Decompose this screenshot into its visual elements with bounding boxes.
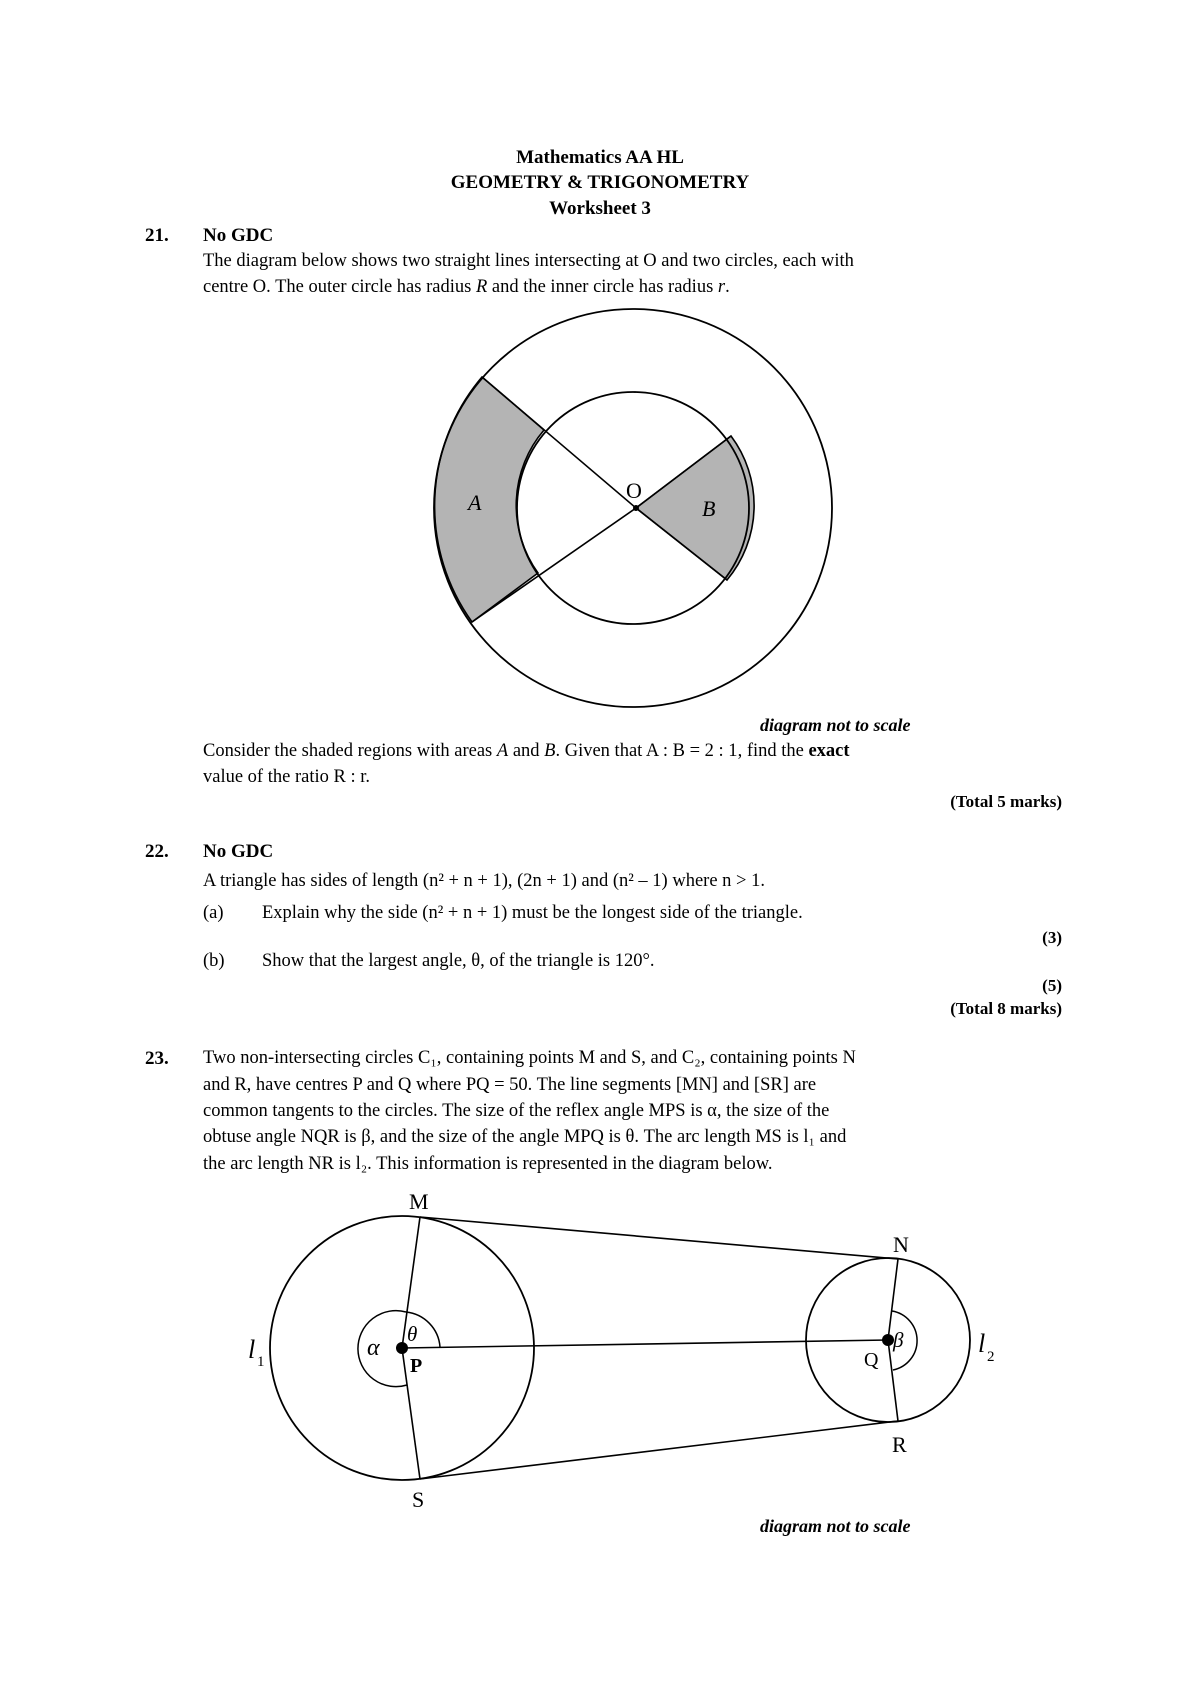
- q21-total-marks: (Total 5 marks): [950, 792, 1062, 811]
- q22-part-b-label: (b): [203, 951, 225, 971]
- label-a: A: [468, 490, 482, 515]
- tangent-mn: [420, 1217, 898, 1259]
- label-b: B: [702, 496, 716, 521]
- q23-line3: common tangents to the circles. The size of the reflex angle MPS is α, the size of the: [203, 1101, 830, 1121]
- label-theta: θ: [407, 1322, 418, 1346]
- q23-number: 23.: [145, 1048, 169, 1069]
- q23-not-to-scale: diagram not to scale: [760, 1516, 911, 1536]
- q21-question-line1: Consider the shaded regions with areas A and B. Given that A : B = 2 : 1, find the exact: [203, 741, 850, 761]
- label-beta: β: [893, 1328, 904, 1352]
- q21-number: 21.: [145, 225, 169, 246]
- q21-heading: No GDC: [203, 225, 274, 246]
- q22-part-a-label: (a): [203, 903, 224, 923]
- label-m: M: [409, 1189, 429, 1214]
- label-n: N: [893, 1232, 909, 1257]
- q22-intro: A triangle has sides of length (n² + n + 1), (2n + 1) and (n² – 1) where n > 1.: [203, 871, 765, 891]
- q22-heading: No GDC: [203, 841, 274, 862]
- q22-total-marks: (Total 8 marks): [950, 999, 1062, 1018]
- label-s: S: [412, 1487, 425, 1512]
- label-l2-subscript: 2: [987, 1349, 995, 1365]
- header-subject: Mathematics AA HL: [516, 147, 684, 168]
- header-topic: GEOMETRY & TRIGONOMETRY: [450, 172, 750, 193]
- label-o: O: [626, 478, 642, 503]
- q23-line4: obtuse angle NQR is β, and the size of the angle MPQ is θ. The arc length MS is l₁ and: [203, 1127, 847, 1147]
- q21-intro-line2: centre O. The outer circle has radius R and the inner circle has radius r.: [203, 277, 730, 297]
- q22-part-a-text: Explain why the side (n² + n + 1) must be the longest side of the triangle.: [262, 903, 803, 923]
- q22-part-b-marks: (5): [1042, 976, 1062, 995]
- radius-qr: [888, 1340, 898, 1421]
- label-l2-letter: l: [978, 1329, 986, 1358]
- shaded-region-b: [636, 436, 754, 580]
- tangent-sr: [420, 1421, 898, 1479]
- q23-line1: Two non-intersecting circles C₁, containing points M and S, and C₂, containing points N: [203, 1048, 856, 1068]
- label-l1-subscript: 1: [257, 1354, 265, 1370]
- q22-part-b-text: Show that the largest angle, θ, of the triangle is 120°.: [262, 951, 655, 971]
- segment-pq: [402, 1340, 888, 1348]
- q23-line2: and R, have centres P and Q where PQ = 50. The line segments [MN] and [SR] are: [203, 1075, 817, 1095]
- label-l1-letter: l: [248, 1335, 256, 1364]
- centre-point-o: [633, 505, 639, 511]
- shaded-region-a: [435, 377, 544, 622]
- label-alpha: α: [367, 1335, 380, 1361]
- label-q: Q: [864, 1349, 879, 1371]
- header-worksheet: Worksheet 3: [549, 198, 651, 219]
- q22-number: 22.: [145, 841, 169, 862]
- q23-line5: the arc length NR is l₂. This information is represented in the diagram below.: [203, 1154, 773, 1174]
- label-r: R: [892, 1432, 907, 1457]
- q21-question-line2: value of the ratio R : r.: [203, 767, 370, 787]
- q22-part-a-marks: (3): [1042, 928, 1062, 947]
- q21-intro-line1: The diagram below shows two straight lines intersecting at O and two circles, each with: [203, 251, 854, 271]
- q21-not-to-scale: diagram not to scale: [760, 715, 911, 735]
- label-p: P: [410, 1355, 423, 1377]
